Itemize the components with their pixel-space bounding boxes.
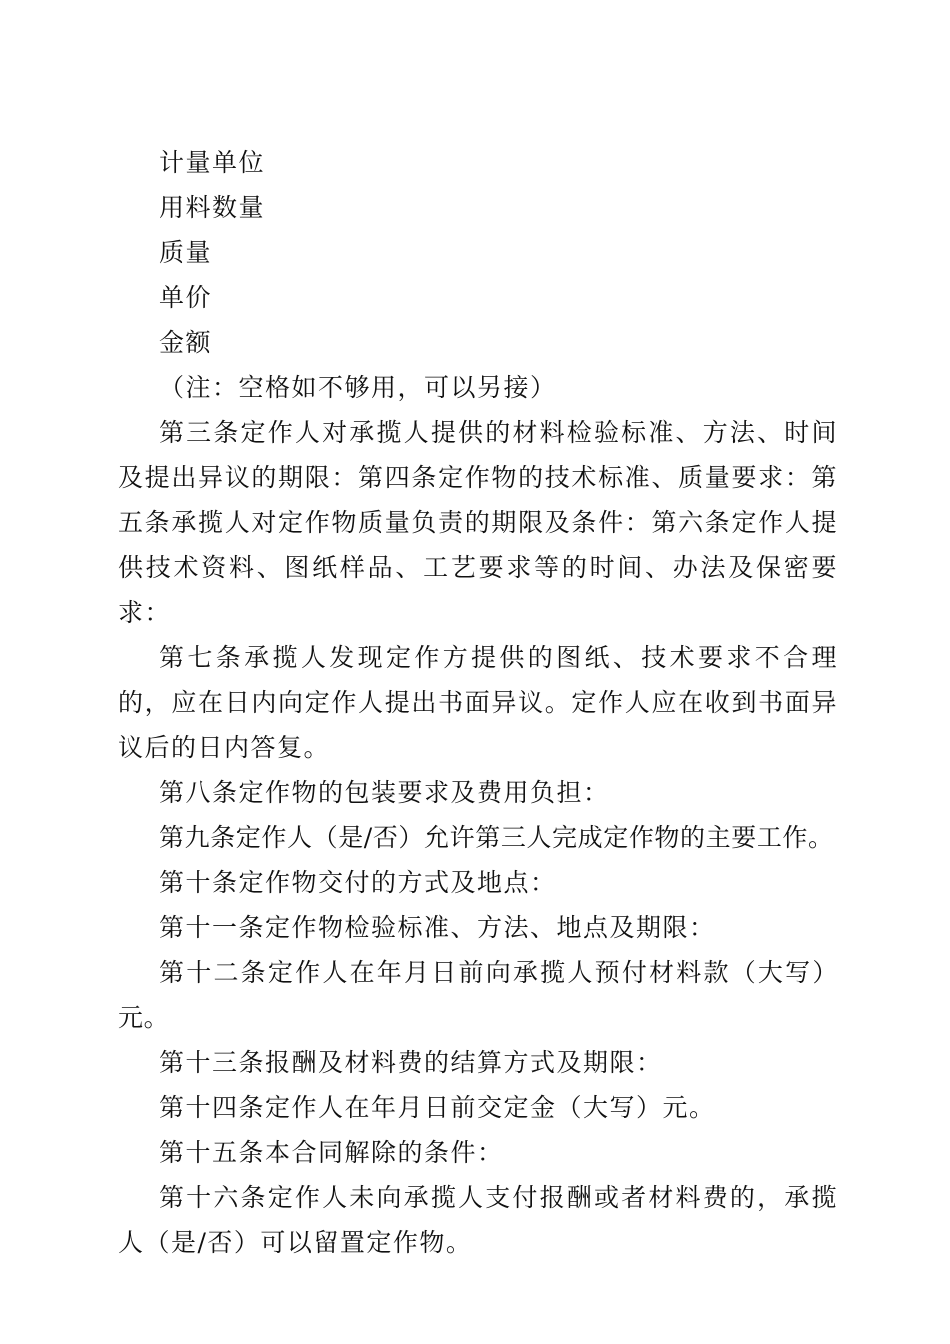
clause-12: 第十二条定作人在年月日前向承揽人预付材料款（大写）元。 [118,958,838,1032]
document-body [118,140,838,1265]
clause-7: 第七条承揽人发现定作方提供的图纸、技术要求不合理的，应在日内向定作人提出书面异议。定作人应在收到书面异议后的日内答复。 [118,643,838,762]
clause-3-to-6: 第三条定作人对承揽人提供的材料检验标准、方法、时间及提出异议的期限：第四条定作物的技术标准、质量要求：第五条承揽人对定作物质量负责的期限及条件：第六条定作人提供技术资料、图纸样品、工艺要求等的时间、办法及保密要求： [118,418,838,627]
list-item-material-quantity: 用料数量 [159,193,266,222]
clause-13: 第十三条报酬及材料费的结算方式及期限： [159,1048,663,1077]
note-text: （注：空格如不够用，可以另接） [159,373,557,402]
list-item-amount: 金额 [159,328,213,357]
clause-16: 第十六条定作人未向承揽人支付报酬或者材料费的，承揽人（是/否）可以留置定作物。 [118,1183,838,1257]
clause-9: 第九条定作人（是/否）允许第三人完成定作物的主要工作。 [159,823,834,852]
list-item-unit-price: 单价 [159,283,213,312]
clause-11: 第十一条定作物检验标准、方法、地点及期限： [159,913,716,942]
list-item-unit: 计量单位 [159,148,266,177]
clause-10: 第十条定作物交付的方式及地点： [159,868,557,897]
clause-15: 第十五条本合同解除的条件： [159,1138,504,1167]
clause-8: 第八条定作物的包装要求及费用负担： [159,778,610,807]
clause-14: 第十四条定作人在年月日前交定金（大写）元。 [159,1093,716,1122]
list-item-quality: 质量 [159,238,213,267]
